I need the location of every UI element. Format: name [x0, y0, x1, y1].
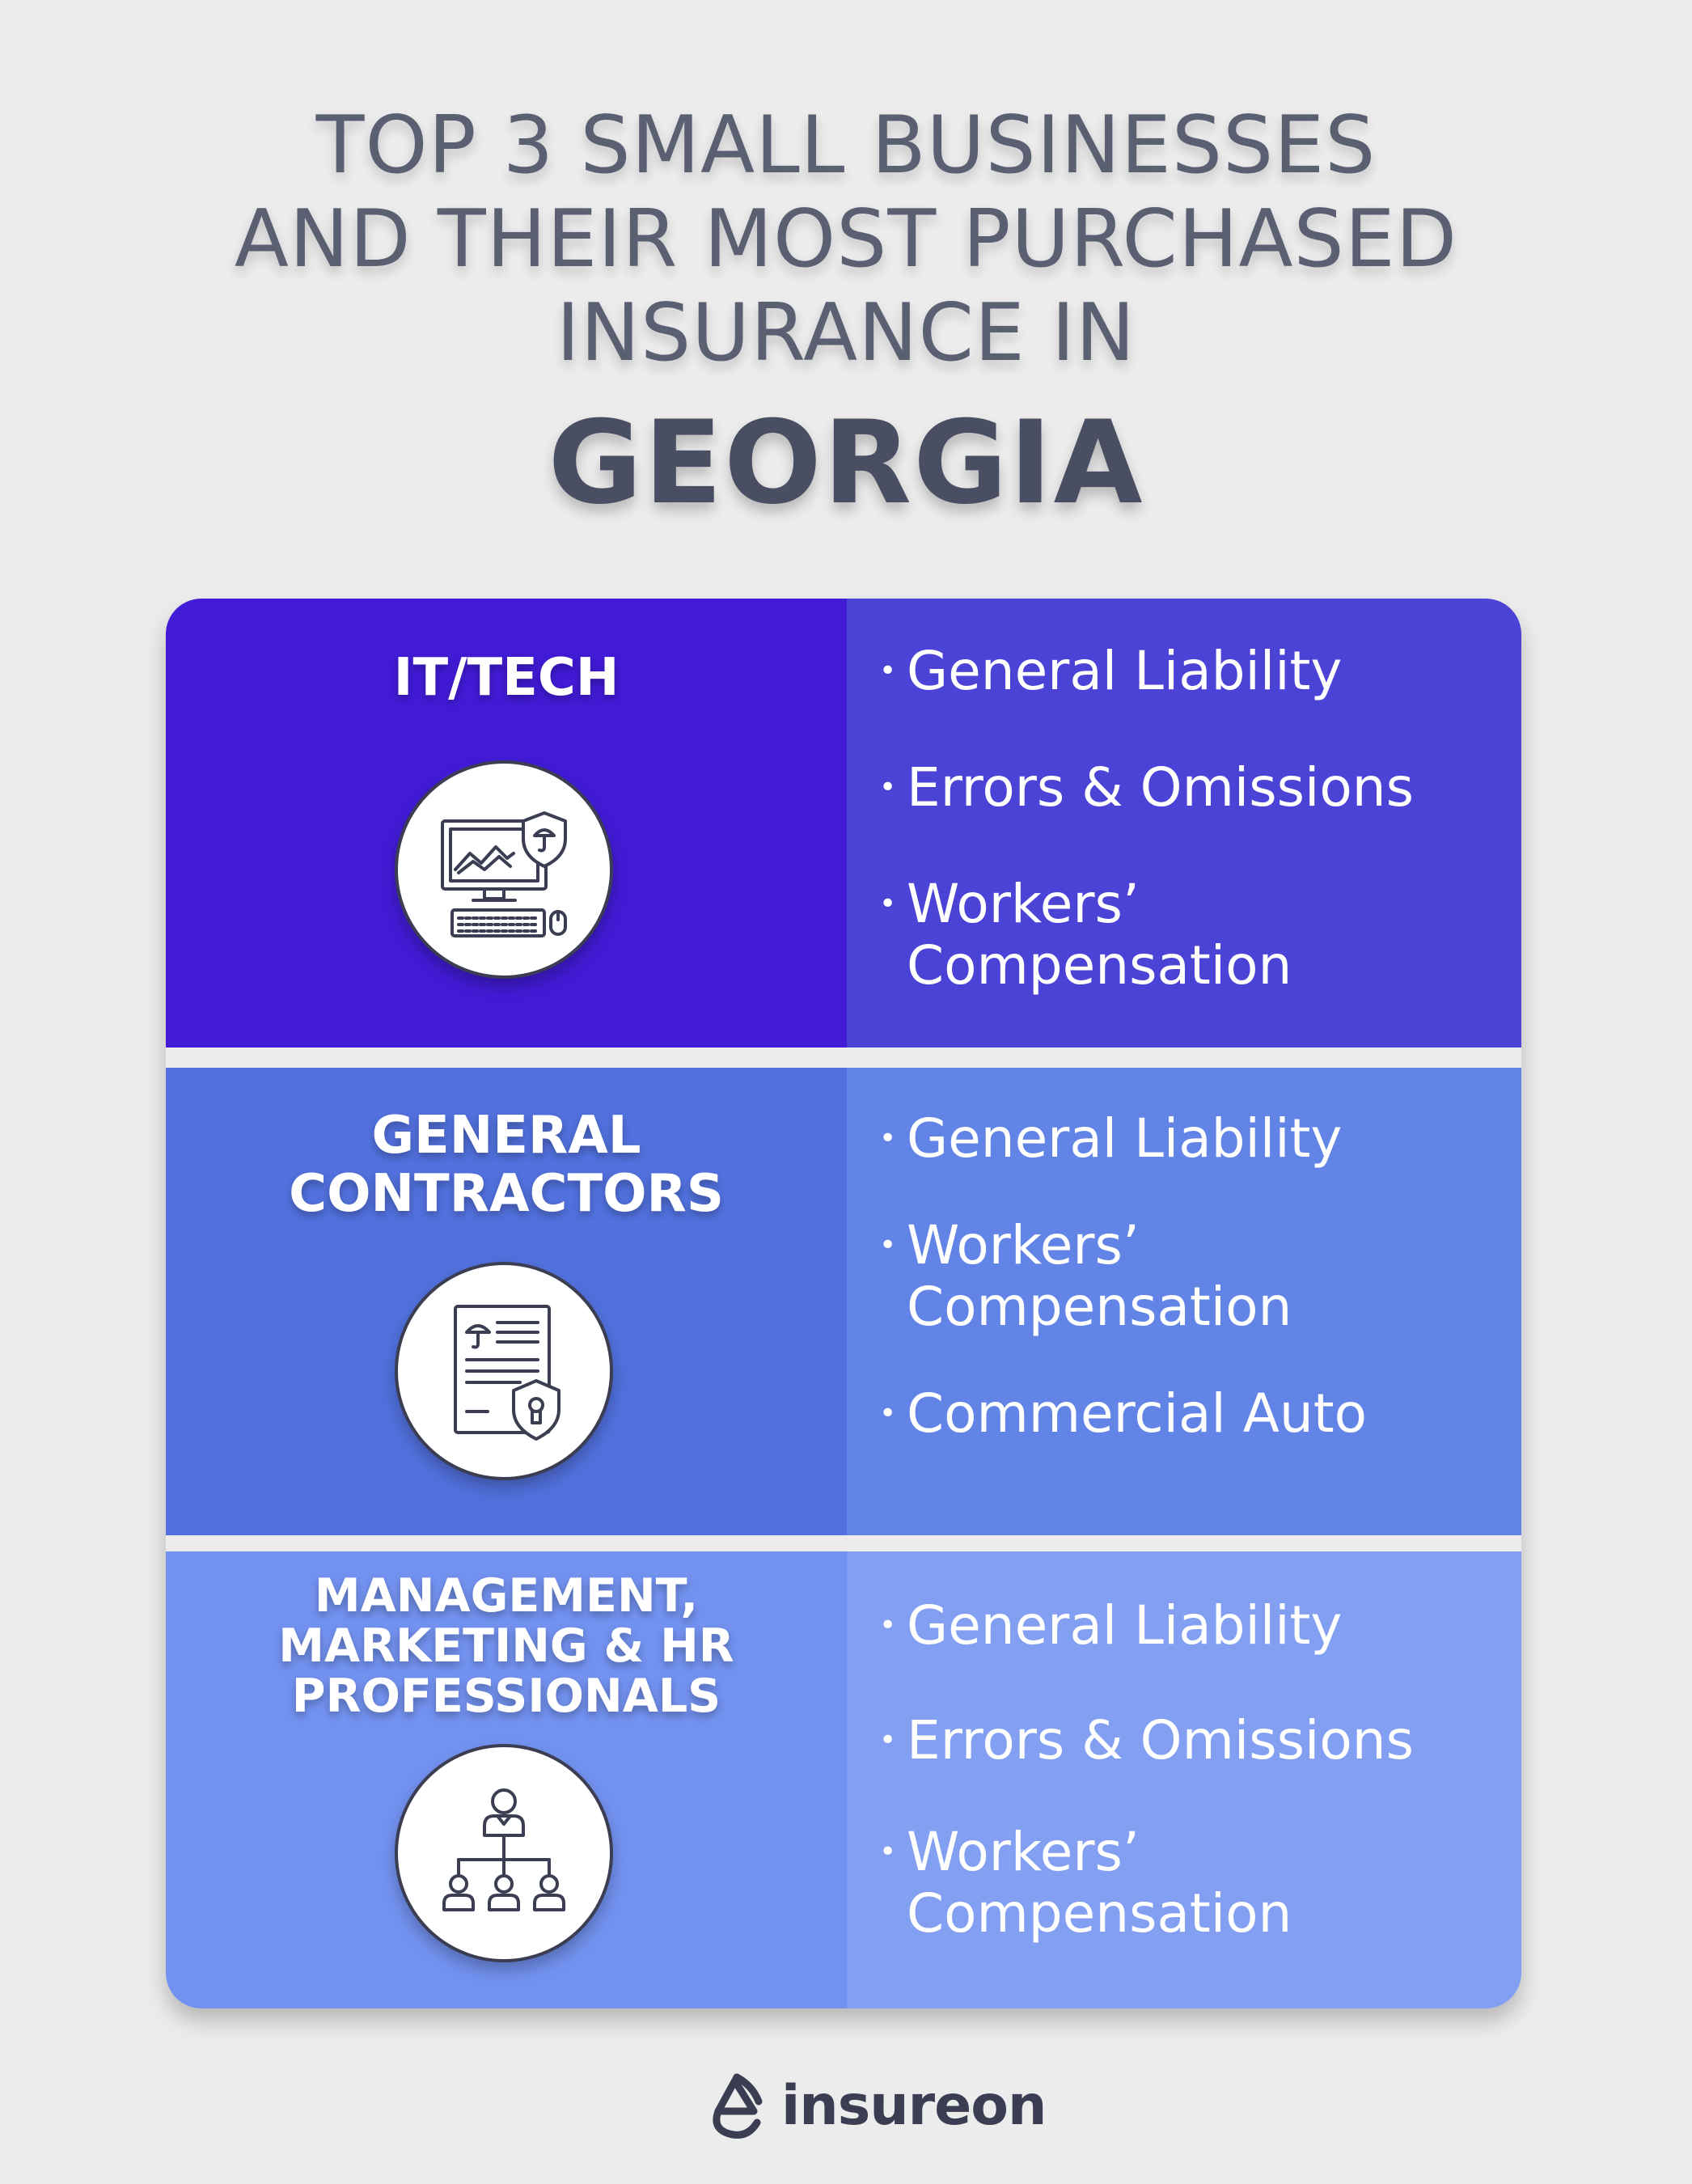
insureon-logo-icon: [700, 2069, 773, 2142]
policy-list-cell: [847, 599, 1521, 1048]
policy-text: Compensation: [907, 1882, 1292, 1945]
org-chart-icon: [395, 1744, 613, 1962]
business-category-title: [166, 645, 847, 710]
policy-list-cell: [847, 1551, 1521, 2008]
policy-item: [879, 874, 1292, 997]
page-title: [0, 99, 1692, 380]
business-category-cell: [166, 1068, 847, 1535]
policy-item: [879, 757, 1414, 819]
policy-item: [879, 1215, 1292, 1338]
title-line-2: AND THEIR MOST PURCHASED: [234, 193, 1458, 286]
business-row-management-marketing-hr: [166, 1551, 1521, 2008]
business-row-it-tech: [166, 599, 1521, 1048]
business-category-cell: [166, 1551, 847, 2008]
policy-item: [879, 1383, 1367, 1445]
bullet-dot: •: [879, 1835, 897, 1869]
policy-item: [879, 1710, 1414, 1771]
category-line: MARKETING & HR: [278, 1619, 734, 1673]
category-line: PROFESSIONALS: [291, 1670, 721, 1723]
bullet-dot: •: [879, 1397, 897, 1430]
bullet-dot: •: [879, 887, 897, 921]
bullet-dot: •: [879, 1229, 897, 1262]
business-category-cell: [166, 599, 847, 1048]
category-line: GENERAL: [371, 1106, 641, 1166]
bullet-dot: •: [879, 1724, 897, 1757]
business-category-title: [166, 1571, 847, 1721]
policy-item: [879, 1595, 1342, 1657]
policy-list-cell: [847, 1068, 1521, 1535]
policy-text: Compensation: [907, 934, 1292, 997]
logo-text: insureon: [781, 2073, 1047, 2138]
category-line: IT/TECH: [393, 648, 620, 708]
computer-shield-icon: [395, 760, 613, 979]
policy-text: Errors & Omissions: [907, 756, 1414, 819]
bullet-dot: •: [879, 771, 897, 804]
bullet-dot: •: [879, 1609, 897, 1642]
policy-item: [879, 1822, 1292, 1945]
business-row-general-contractors: [166, 1068, 1521, 1535]
policy-text: Commercial Auto: [907, 1382, 1367, 1445]
policy-text: General Liability: [907, 1594, 1343, 1657]
policy-text: General Liability: [907, 640, 1343, 702]
category-line: CONTRACTORS: [289, 1164, 724, 1224]
title-line-3: INSURANCE IN: [556, 287, 1136, 379]
policy-text: Errors & Omissions: [907, 1709, 1414, 1771]
state-name: GEORGIA: [548, 396, 1144, 530]
policy-text: Workers’: [907, 1214, 1140, 1276]
contract-shield-icon: [395, 1262, 613, 1480]
insureon-logo: [700, 2061, 1046, 2150]
policy-item: [879, 1108, 1342, 1170]
business-insurance-table: [166, 599, 1521, 2008]
category-line: MANAGEMENT,: [314, 1569, 699, 1623]
business-category-title: [166, 1107, 847, 1223]
policy-text: Workers’: [907, 1821, 1140, 1883]
policy-text: Compensation: [907, 1276, 1292, 1338]
title-line-1: TOP 3 SMALL BUSINESSES: [315, 99, 1377, 192]
bullet-dot: •: [879, 654, 897, 688]
bullet-dot: •: [879, 1122, 897, 1155]
policy-text: General Liability: [907, 1107, 1343, 1170]
policy-text: Workers’: [907, 873, 1140, 935]
policy-item: [879, 641, 1342, 702]
